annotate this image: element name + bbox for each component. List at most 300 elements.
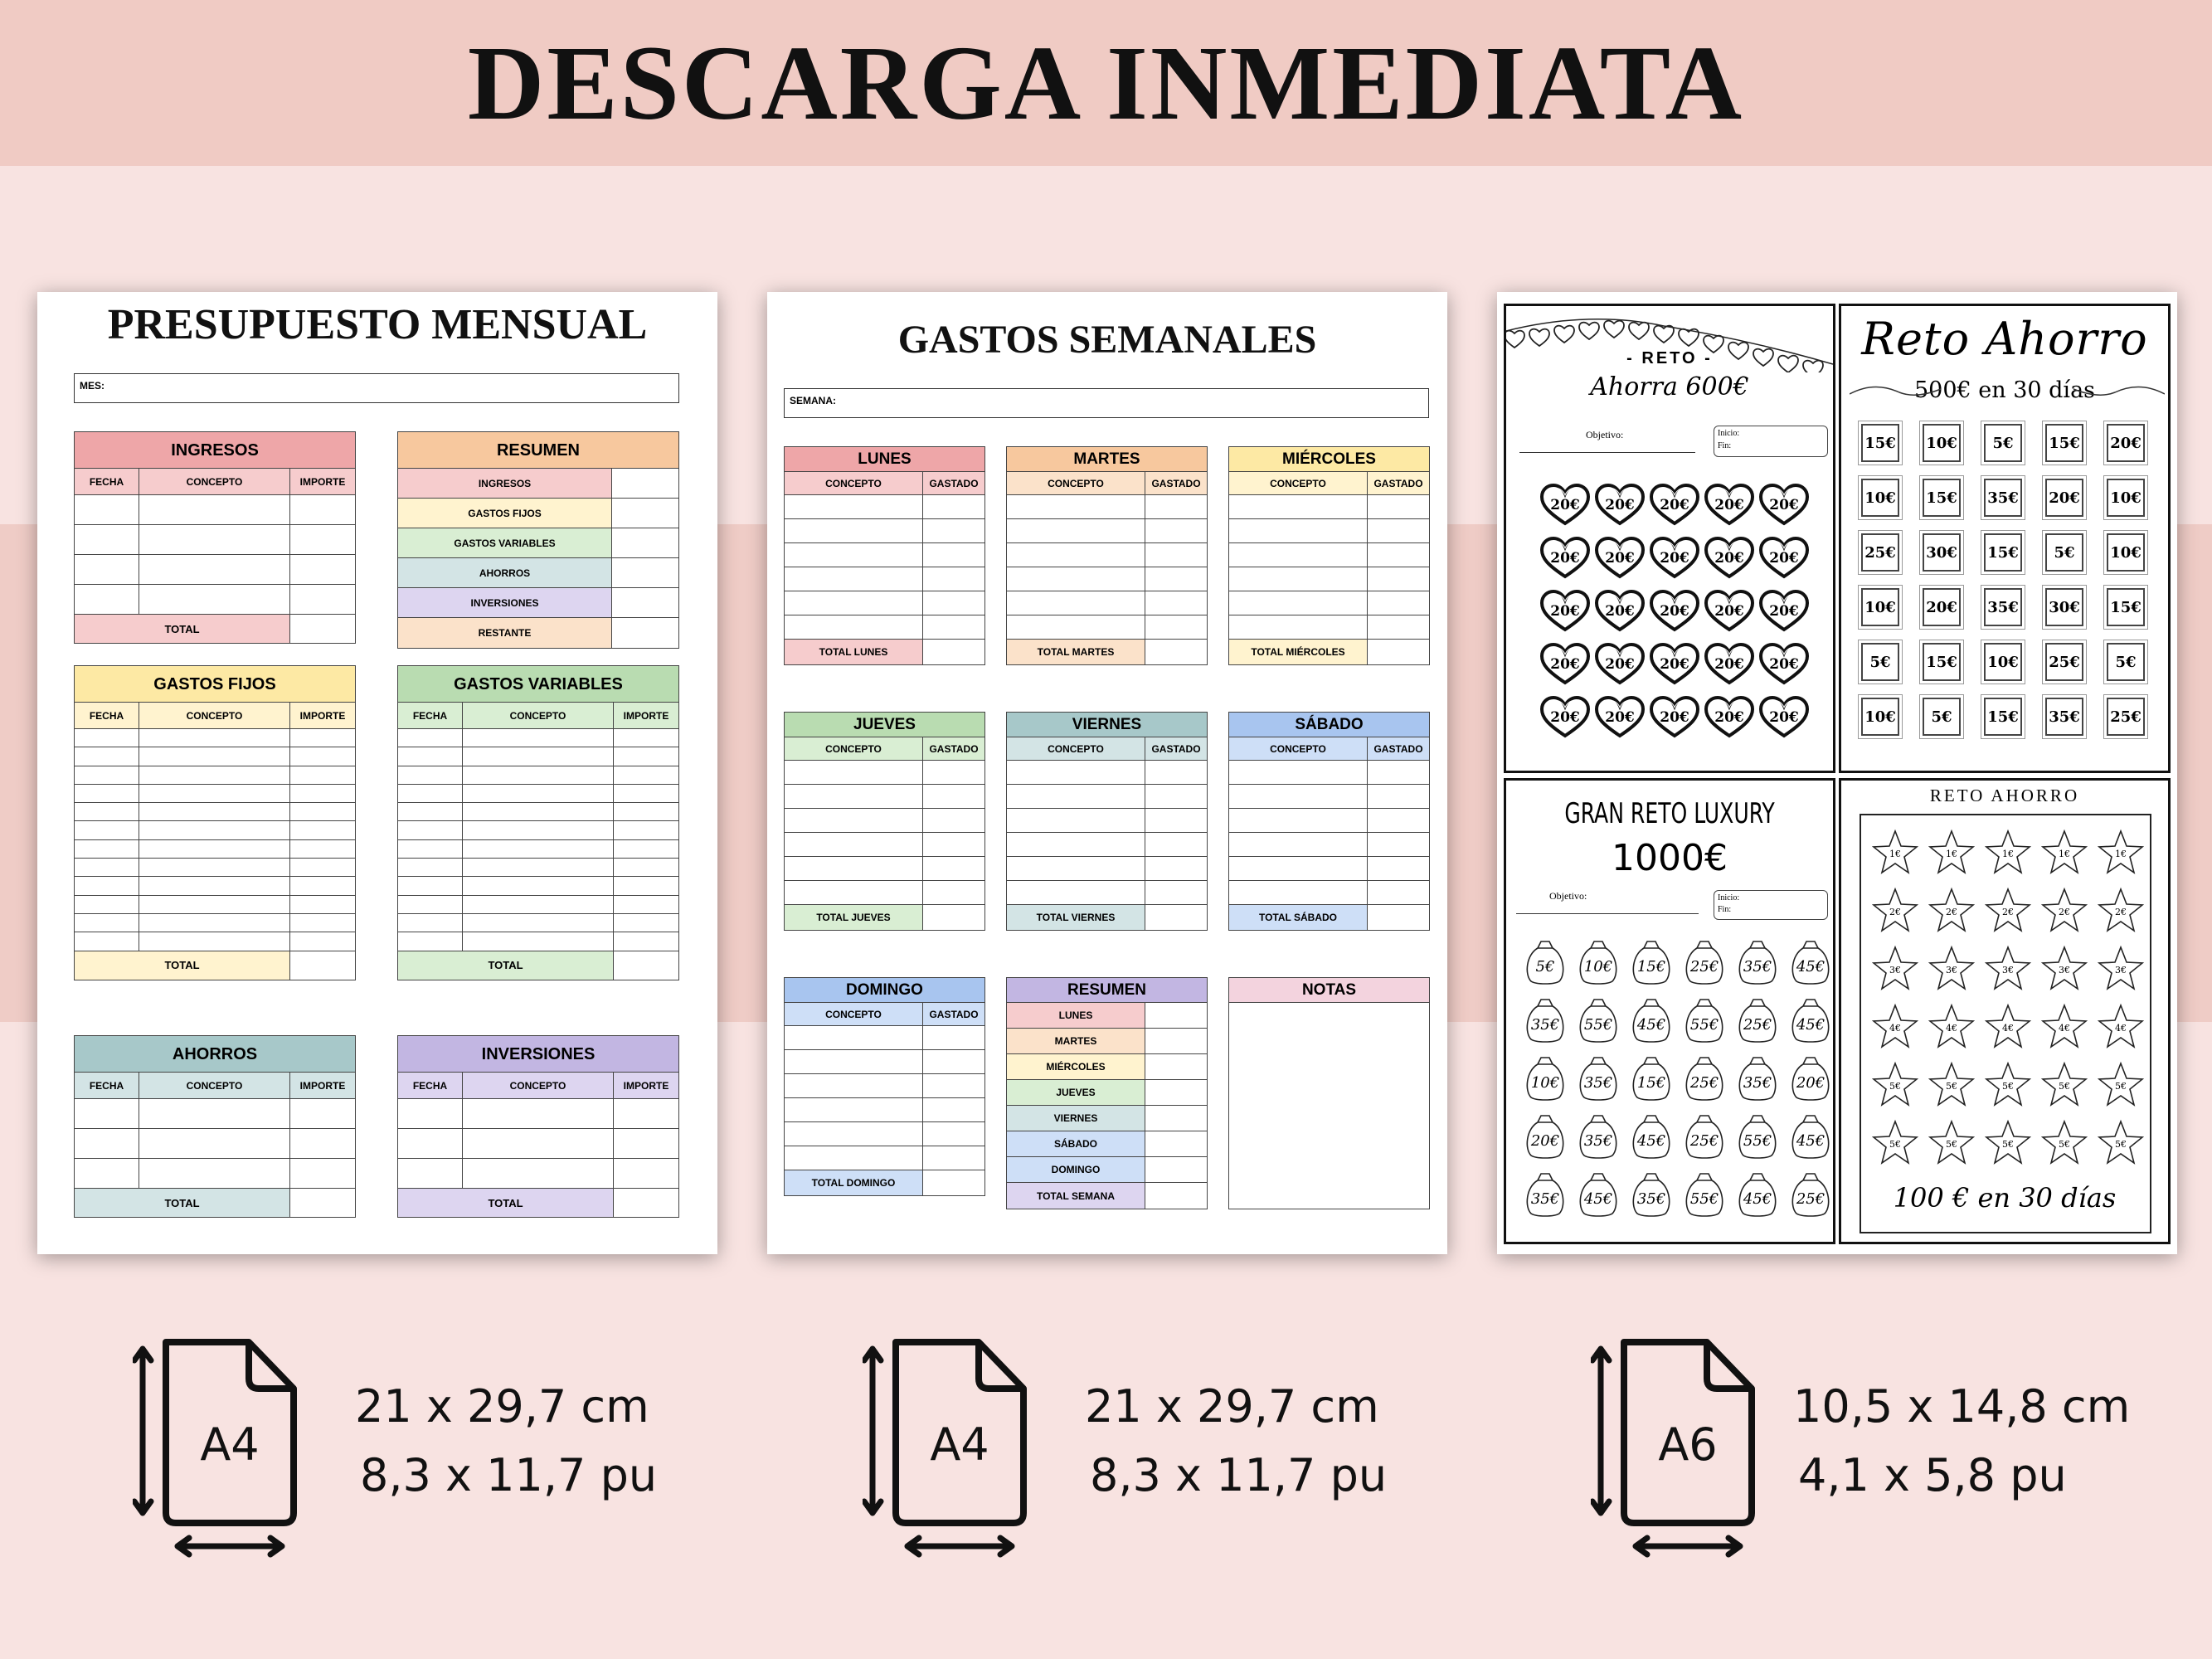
table-cell bbox=[1229, 567, 1368, 591]
resumen-label: MIÉRCOLES bbox=[1007, 1054, 1145, 1079]
sheet-title: PRESUPUESTO MENSUAL bbox=[107, 301, 648, 348]
table-cell bbox=[398, 1159, 463, 1188]
money-bag-item bbox=[1631, 1054, 1672, 1101]
bag-value: 45€ bbox=[1636, 1132, 1666, 1150]
table-cell bbox=[75, 932, 139, 950]
table-cell bbox=[923, 543, 984, 567]
reto-100-footer: 100 € en 30 días bbox=[1893, 1182, 2117, 1214]
total-value bbox=[1145, 640, 1207, 664]
amount-box: 5€ bbox=[1984, 424, 2022, 462]
table-cell bbox=[290, 932, 355, 950]
table-cell bbox=[1145, 761, 1207, 784]
gastos-fijos-column-headers bbox=[75, 703, 355, 729]
heart-value: 20€ bbox=[1660, 497, 1689, 513]
table-row bbox=[75, 555, 355, 585]
heart-item bbox=[1704, 694, 1755, 741]
viernes-total-row bbox=[1007, 905, 1207, 930]
resumen-label: AHORROS bbox=[398, 558, 612, 587]
resumen-value bbox=[612, 499, 678, 528]
total-value bbox=[290, 615, 355, 643]
table-row bbox=[75, 585, 355, 615]
table-row bbox=[1229, 833, 1429, 857]
amount-box: 10€ bbox=[1861, 588, 1899, 626]
heart-item bbox=[1649, 535, 1700, 581]
table-row bbox=[75, 840, 355, 859]
table-cell bbox=[398, 821, 463, 839]
heart-item bbox=[1758, 535, 1810, 581]
resumen-label: VIERNES bbox=[1007, 1106, 1145, 1131]
resumen-semanal-table bbox=[1006, 977, 1208, 1209]
resumen-label: GASTOS FIJOS bbox=[398, 499, 612, 528]
column-header: CONCEPTO bbox=[139, 469, 290, 494]
table-cell bbox=[1229, 543, 1368, 567]
column-header: CONCEPTO bbox=[785, 472, 923, 494]
star-item bbox=[1871, 1061, 1919, 1107]
table-cell bbox=[614, 896, 678, 913]
heart-value: 20€ bbox=[1550, 603, 1580, 620]
table-cell bbox=[923, 615, 984, 639]
money-bag-item bbox=[1790, 1112, 1831, 1159]
table-cell bbox=[463, 896, 614, 913]
heart-item bbox=[1704, 535, 1755, 581]
table-cell bbox=[1229, 809, 1368, 832]
heart-value: 20€ bbox=[1605, 603, 1635, 620]
bag-value: 35€ bbox=[1583, 1132, 1613, 1150]
star-value: 2€ bbox=[2002, 907, 2014, 917]
table-row bbox=[785, 519, 984, 543]
total-label: TOTAL JUEVES bbox=[785, 905, 923, 930]
reto-500-grid bbox=[1861, 424, 2145, 736]
heart-value: 20€ bbox=[1605, 656, 1635, 673]
sabado-header: SÁBADO bbox=[1229, 713, 1429, 737]
money-bag-item bbox=[1578, 1054, 1619, 1101]
column-header: FECHA bbox=[75, 469, 139, 494]
table-cell bbox=[290, 1129, 355, 1158]
table-cell bbox=[398, 747, 463, 765]
table-cell bbox=[139, 585, 290, 614]
lunes-total-row bbox=[785, 640, 984, 664]
resumen-row bbox=[398, 499, 678, 528]
amount-box: 35€ bbox=[1984, 588, 2022, 626]
table-row bbox=[398, 785, 678, 803]
table-cell bbox=[1229, 519, 1368, 542]
table-row bbox=[1007, 785, 1207, 809]
table-cell bbox=[139, 803, 290, 820]
money-bag-item bbox=[1524, 1054, 1566, 1101]
bag-value: 25€ bbox=[1689, 1074, 1719, 1092]
money-bag-item bbox=[1524, 996, 1566, 1043]
star-value: 4€ bbox=[1889, 1023, 1901, 1034]
heart-value: 20€ bbox=[1714, 656, 1744, 673]
resumen-value bbox=[1145, 1106, 1207, 1131]
table-cell bbox=[1229, 615, 1368, 639]
table-cell bbox=[1145, 833, 1207, 856]
semana-field bbox=[784, 388, 1429, 418]
table-cell bbox=[463, 1159, 614, 1188]
total-label: TOTAL MARTES bbox=[1007, 640, 1145, 664]
star-item bbox=[2040, 1061, 2088, 1107]
table-cell bbox=[614, 914, 678, 932]
table-cell bbox=[75, 896, 139, 913]
reto-600-card bbox=[1504, 304, 1835, 773]
table-cell bbox=[923, 1050, 984, 1073]
table-cell bbox=[463, 859, 614, 876]
table-row bbox=[75, 525, 355, 555]
column-header: GASTADO bbox=[1151, 742, 1201, 755]
table-cell bbox=[75, 1099, 139, 1128]
table-row bbox=[75, 859, 355, 877]
table-cell bbox=[923, 1146, 984, 1170]
size-cm: 21 x 29,7 cm bbox=[1085, 1380, 1379, 1433]
size-inches: 8,3 x 11,7 pu bbox=[1090, 1449, 1388, 1501]
size-inches: 4,1 x 5,8 pu bbox=[1798, 1449, 2067, 1501]
heart-value: 20€ bbox=[1660, 709, 1689, 726]
table-row bbox=[785, 833, 984, 857]
table-row bbox=[1229, 881, 1429, 905]
table-cell bbox=[785, 519, 923, 542]
table-cell bbox=[614, 1099, 678, 1128]
column-header: CONCEPTO bbox=[1007, 737, 1145, 760]
resumen-value bbox=[612, 618, 678, 648]
table-cell bbox=[785, 1074, 923, 1097]
bag-value: 25€ bbox=[1689, 1132, 1719, 1150]
table-cell bbox=[1368, 881, 1429, 904]
column-header: CONCEPTO bbox=[139, 703, 290, 728]
star-value: 5€ bbox=[1889, 1081, 1901, 1092]
miercoles-total-row bbox=[1229, 640, 1429, 664]
inversiones-column-headers bbox=[398, 1073, 678, 1099]
reto-500-title: Reto Ahorro bbox=[1861, 313, 2148, 365]
table-cell bbox=[139, 766, 290, 784]
table-cell bbox=[1368, 833, 1429, 856]
table-cell bbox=[1368, 519, 1429, 542]
table-cell bbox=[785, 809, 923, 832]
gastos-variables-table bbox=[397, 665, 679, 980]
star-item bbox=[1871, 945, 1919, 991]
bag-value: 35€ bbox=[1636, 1190, 1666, 1208]
total-label: TOTAL VIERNES bbox=[1007, 905, 1145, 930]
table-cell bbox=[463, 877, 614, 894]
table-row bbox=[1007, 567, 1207, 591]
heart-value: 20€ bbox=[1660, 550, 1689, 567]
star-item bbox=[1871, 829, 1919, 875]
table-cell bbox=[290, 585, 355, 614]
star-item bbox=[2097, 1003, 2145, 1049]
amount-box: 5€ bbox=[2107, 643, 2145, 681]
table-cell bbox=[1145, 519, 1207, 542]
table-cell bbox=[923, 1122, 984, 1146]
table-cell bbox=[1007, 615, 1145, 639]
sabado-total-row bbox=[1229, 905, 1429, 930]
table-cell bbox=[614, 859, 678, 876]
total-label: TOTAL LUNES bbox=[785, 640, 923, 664]
table-cell bbox=[75, 840, 139, 858]
table-cell bbox=[1007, 761, 1145, 784]
resumen-label: TOTAL SEMANA bbox=[1007, 1183, 1145, 1209]
star-item bbox=[2040, 887, 2088, 933]
table-cell bbox=[1007, 591, 1145, 615]
resumen-value bbox=[1145, 1131, 1207, 1156]
retos-ahorro-sheet bbox=[1497, 292, 2177, 1254]
bag-value: 45€ bbox=[1743, 1190, 1772, 1208]
table-cell bbox=[139, 859, 290, 876]
star-item bbox=[2097, 829, 2145, 875]
amount-box: 10€ bbox=[2107, 479, 2145, 517]
bag-value: 55€ bbox=[1583, 1016, 1613, 1034]
table-row bbox=[75, 1099, 355, 1129]
table-cell bbox=[139, 821, 290, 839]
lunes-column-headers bbox=[785, 472, 984, 495]
table-cell bbox=[923, 881, 984, 904]
table-cell bbox=[1229, 495, 1368, 518]
star-item bbox=[1984, 1061, 2032, 1107]
amount-box: 25€ bbox=[2045, 643, 2083, 681]
bag-value: 45€ bbox=[1796, 1016, 1826, 1034]
star-value: 4€ bbox=[2115, 1023, 2127, 1034]
inicio-label: Inicio: bbox=[1718, 429, 1740, 438]
star-value: 4€ bbox=[2002, 1023, 2014, 1034]
gastos-fijos-header: GASTOS FIJOS bbox=[75, 666, 355, 703]
star-value: 2€ bbox=[1889, 907, 1901, 917]
table-cell bbox=[1145, 543, 1207, 567]
money-bag-item bbox=[1524, 1170, 1566, 1217]
table-cell bbox=[1368, 809, 1429, 832]
table-row bbox=[1007, 519, 1207, 543]
resumen-row bbox=[1007, 1157, 1207, 1183]
table-cell bbox=[785, 1050, 923, 1073]
table-cell bbox=[290, 729, 355, 747]
heart-value: 20€ bbox=[1605, 709, 1635, 726]
sabado-column-headers bbox=[1229, 737, 1429, 761]
banner-title: DESCARGA INMEDIATA bbox=[467, 23, 1745, 142]
table-row bbox=[785, 567, 984, 591]
table-cell bbox=[785, 1098, 923, 1121]
heart-value: 20€ bbox=[1550, 550, 1580, 567]
table-row bbox=[398, 747, 678, 766]
table-row bbox=[75, 914, 355, 932]
table-cell bbox=[785, 543, 923, 567]
table-cell bbox=[1007, 833, 1145, 856]
format-label: A6 bbox=[1658, 1418, 1718, 1471]
table-cell bbox=[614, 803, 678, 820]
table-cell bbox=[614, 1159, 678, 1188]
domingo-total-row bbox=[785, 1170, 984, 1195]
resumen-value bbox=[1145, 1080, 1207, 1105]
heart-item bbox=[1539, 482, 1591, 528]
gastos-semanales-sheet bbox=[767, 292, 1447, 1254]
heart-item bbox=[1758, 482, 1810, 528]
column-header: FECHA bbox=[398, 1073, 463, 1098]
resumen-value bbox=[1145, 1054, 1207, 1079]
table-cell bbox=[290, 821, 355, 839]
table-cell bbox=[785, 591, 923, 615]
format-label: A4 bbox=[200, 1418, 260, 1471]
heart-value: 20€ bbox=[1769, 709, 1799, 726]
resumen-row bbox=[1007, 1029, 1207, 1054]
ingresos-total-row bbox=[75, 615, 355, 643]
martes-table bbox=[1006, 446, 1208, 665]
table-cell bbox=[1145, 591, 1207, 615]
column-header: CONCEPTO bbox=[463, 1073, 614, 1098]
table-cell bbox=[463, 803, 614, 820]
star-item bbox=[1928, 945, 1976, 991]
table-cell bbox=[785, 1146, 923, 1170]
star-item bbox=[1984, 829, 2032, 875]
table-cell bbox=[923, 1074, 984, 1097]
table-row bbox=[398, 821, 678, 839]
table-cell bbox=[398, 840, 463, 858]
star-value: 1€ bbox=[2002, 849, 2014, 859]
amount-box: 10€ bbox=[1861, 698, 1899, 736]
table-row bbox=[398, 803, 678, 821]
column-header: GASTADO bbox=[1373, 742, 1423, 755]
table-cell bbox=[463, 821, 614, 839]
star-item bbox=[1984, 887, 2032, 933]
bag-value: 35€ bbox=[1530, 1016, 1560, 1034]
bag-value: 25€ bbox=[1689, 958, 1719, 975]
total-label: TOTAL bbox=[75, 615, 290, 643]
reto-100-title: RETO AHORRO bbox=[1929, 786, 2080, 805]
table-cell bbox=[398, 766, 463, 784]
jueves-table bbox=[784, 712, 985, 931]
table-cell bbox=[75, 821, 139, 839]
heart-value: 20€ bbox=[1660, 603, 1689, 620]
heart-item bbox=[1704, 588, 1755, 635]
miercoles-column-headers bbox=[1229, 472, 1429, 495]
bag-value: 10€ bbox=[1583, 958, 1613, 975]
table-cell bbox=[1229, 761, 1368, 784]
star-value: 1€ bbox=[1889, 849, 1901, 859]
table-cell bbox=[1368, 761, 1429, 784]
table-cell bbox=[1007, 881, 1145, 904]
notas-header: NOTAS bbox=[1229, 978, 1429, 1003]
table-cell bbox=[290, 914, 355, 932]
table-cell bbox=[923, 761, 984, 784]
bag-value: 10€ bbox=[1530, 1074, 1560, 1092]
objetivo-label: Objetivo: bbox=[1549, 890, 1587, 902]
reto-500-subtitle: 500€ en 30 días bbox=[1913, 377, 2096, 403]
star-value: 5€ bbox=[1946, 1139, 1957, 1150]
table-cell bbox=[785, 1026, 923, 1049]
table-cell bbox=[1007, 543, 1145, 567]
table-cell bbox=[139, 555, 290, 584]
table-cell bbox=[290, 840, 355, 858]
heart-value: 20€ bbox=[1550, 709, 1580, 726]
table-cell bbox=[923, 857, 984, 880]
bag-value: 15€ bbox=[1636, 1074, 1666, 1092]
amount-box: 10€ bbox=[1861, 479, 1899, 517]
column-header: GASTADO bbox=[929, 477, 979, 489]
fechas-box bbox=[1714, 426, 1828, 457]
lunes-header: LUNES bbox=[785, 447, 984, 472]
table-row bbox=[785, 1122, 984, 1146]
table-row bbox=[1007, 615, 1207, 640]
table-cell bbox=[290, 859, 355, 876]
table-cell bbox=[75, 585, 139, 614]
table-cell bbox=[139, 747, 290, 765]
table-cell bbox=[1007, 519, 1145, 542]
amount-box: 35€ bbox=[2045, 698, 2083, 736]
table-row bbox=[1229, 785, 1429, 809]
table-cell bbox=[139, 729, 290, 747]
table-row bbox=[1007, 495, 1207, 519]
total-value bbox=[923, 640, 984, 664]
table-cell bbox=[1007, 785, 1145, 808]
amount-box: 25€ bbox=[2107, 698, 2145, 736]
amount-box: 25€ bbox=[1861, 533, 1899, 572]
table-cell bbox=[785, 615, 923, 639]
table-cell bbox=[139, 525, 290, 554]
table-cell bbox=[75, 914, 139, 932]
column-header: CONCEPTO bbox=[785, 737, 923, 760]
reto-600-subtitle: Ahorra 600€ bbox=[1590, 372, 1749, 401]
money-bag-item bbox=[1790, 938, 1831, 985]
resumen-label: JUEVES bbox=[1007, 1080, 1145, 1105]
jueves-header: JUEVES bbox=[785, 713, 984, 737]
bag-value: 15€ bbox=[1636, 958, 1666, 975]
table-cell bbox=[139, 1129, 290, 1158]
money-bag-item bbox=[1631, 996, 1672, 1043]
amount-box: 15€ bbox=[1984, 698, 2022, 736]
bag-value: 45€ bbox=[1796, 958, 1826, 975]
heart-value: 20€ bbox=[1714, 550, 1744, 567]
column-header: CONCEPTO bbox=[1229, 737, 1368, 760]
resumen-row bbox=[398, 618, 678, 648]
bag-value: 45€ bbox=[1583, 1190, 1613, 1208]
table-row bbox=[1229, 495, 1429, 519]
star-item bbox=[2040, 1119, 2088, 1165]
resumen-header: RESUMEN bbox=[1007, 978, 1207, 1003]
heart-value: 20€ bbox=[1769, 497, 1799, 513]
table-cell bbox=[75, 859, 139, 876]
file-size-icon bbox=[133, 1337, 299, 1565]
ingresos-table bbox=[74, 431, 356, 644]
heart-item bbox=[1758, 694, 1810, 741]
table-row bbox=[1007, 761, 1207, 785]
ahorros-total-row bbox=[75, 1189, 355, 1217]
total-label: TOTAL MIÉRCOLES bbox=[1229, 640, 1368, 664]
table-row bbox=[1229, 543, 1429, 567]
table-cell bbox=[1145, 567, 1207, 591]
table-cell bbox=[398, 785, 463, 802]
table-row bbox=[1229, 519, 1429, 543]
size-cm: 21 x 29,7 cm bbox=[355, 1380, 649, 1433]
table-cell bbox=[1368, 591, 1429, 615]
resumen-row bbox=[398, 469, 678, 499]
star-item bbox=[1871, 1003, 1919, 1049]
star-item bbox=[1984, 945, 2032, 991]
money-bag-item bbox=[1790, 1170, 1831, 1217]
money-bag-item bbox=[1578, 938, 1619, 985]
table-cell bbox=[290, 896, 355, 913]
table-cell bbox=[614, 747, 678, 765]
table-row bbox=[1007, 591, 1207, 615]
money-bag-item bbox=[1631, 1170, 1672, 1217]
jueves-total-row bbox=[785, 905, 984, 930]
bag-value: 35€ bbox=[1743, 1074, 1772, 1092]
column-header: IMPORTE bbox=[299, 709, 346, 722]
amount-box: 30€ bbox=[1923, 533, 1961, 572]
table-row bbox=[398, 914, 678, 932]
table-cell bbox=[463, 1129, 614, 1158]
table-row bbox=[785, 809, 984, 833]
money-bag-item bbox=[1737, 938, 1778, 985]
table-cell bbox=[398, 896, 463, 913]
table-cell bbox=[923, 495, 984, 518]
amount-box: 15€ bbox=[1861, 424, 1899, 462]
money-bag-item bbox=[1631, 938, 1672, 985]
total-label: TOTAL bbox=[75, 1189, 290, 1217]
